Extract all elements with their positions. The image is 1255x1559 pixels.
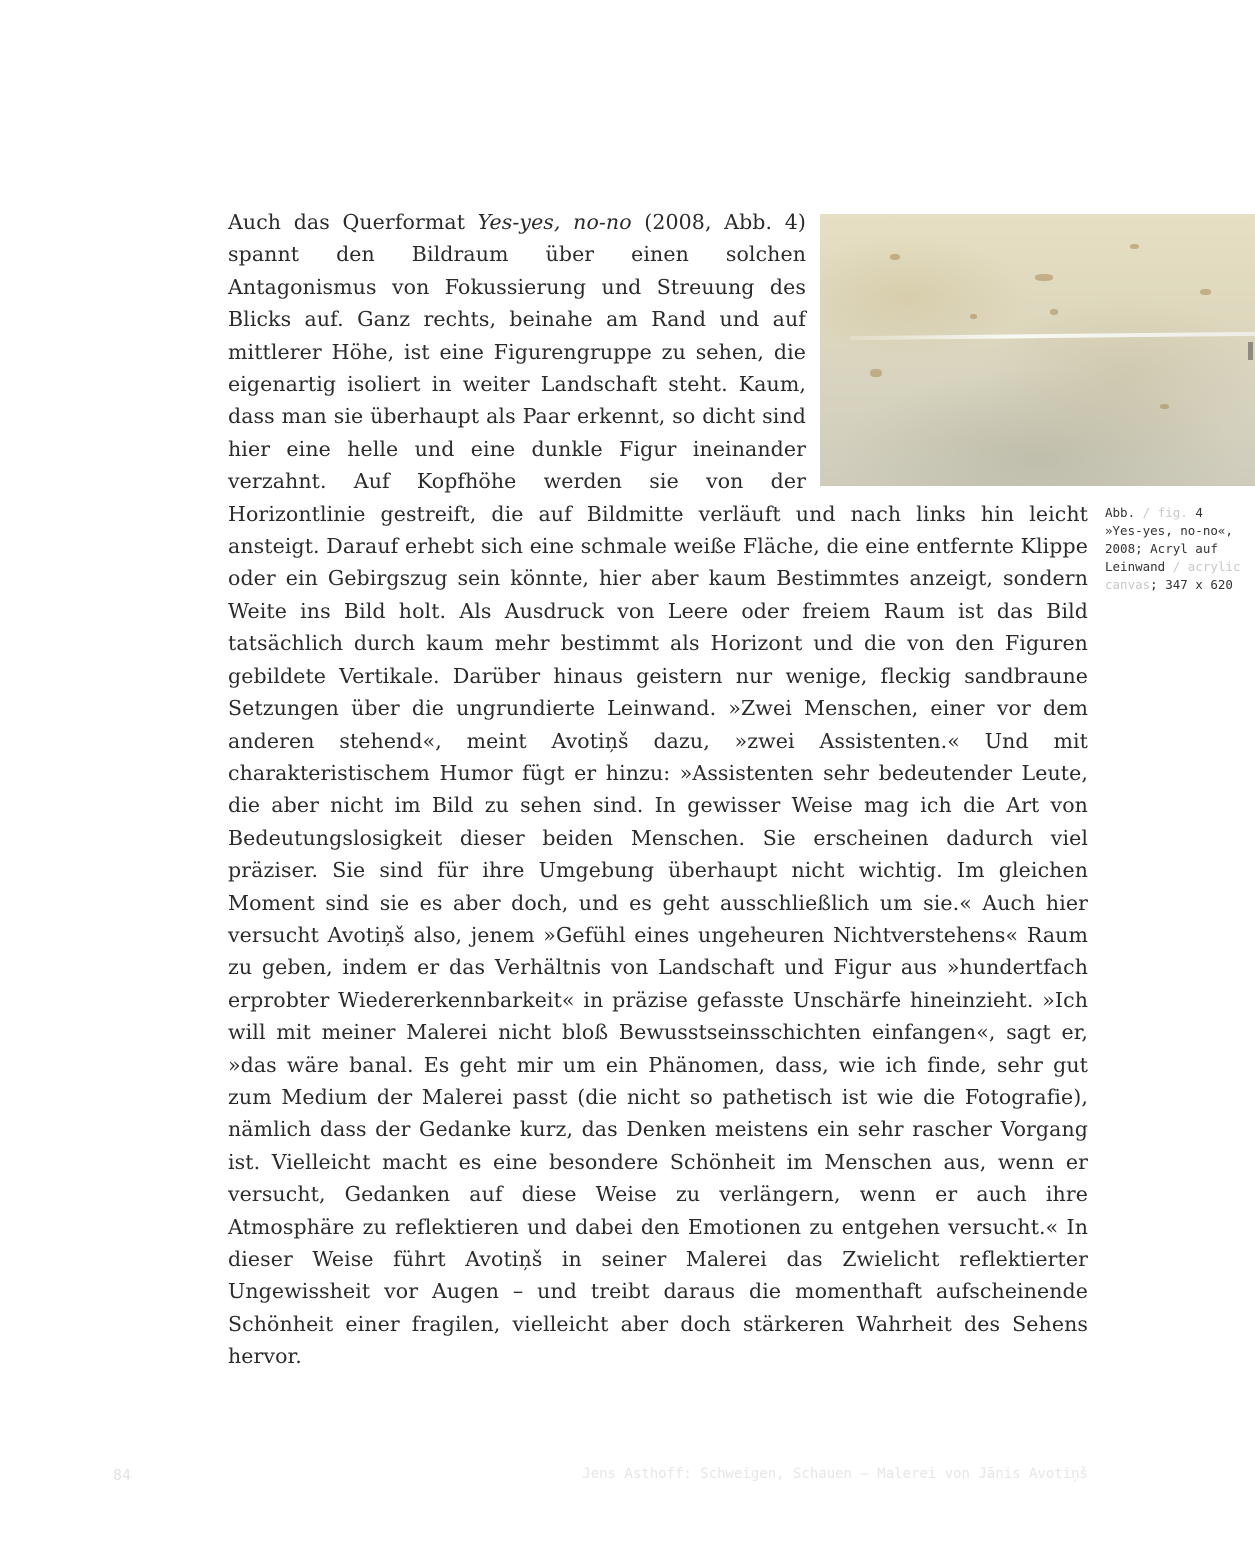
caption-abb: Abb. xyxy=(1105,505,1143,520)
paint-speck xyxy=(1130,244,1139,249)
page-number: 84 xyxy=(113,1466,132,1484)
caption-year-medium: 2008; Acryl auf xyxy=(1105,541,1218,556)
body-text-rest: (2008, Abb. 4) spannt den Bildraum über einen solchen Antagonismus von Fokussierung und Streuung des Blicks auf. Ganz rechts, beinahe am Rand und auf mittlerer Höhe, ist eine Figurengruppe zu sehen, die eigenartig isoliert in weiter Landschaft steht. Kaum, dass man sie überhaupt als Paar erkennt, so dicht sind hier eine helle und eine dunkle Figur ineinander verzahnt. Auf Kopfhöhe werden sie von der Horizontlinie gestreift, die auf Bildmitte verläuft und nach links hin leicht ansteigt. Darauf erhebt sich eine schmale weiße Fläche, die eine entfernte Klippe oder ein Gebirgszug sein könnte, hier aber kaum Bestimmtes anzeigt, sondern Weite ins Bild holt. Als Ausdruck von Leere oder freiem Raum ist das Bild tatsächlich durch kaum mehr bestimmt als Horizont und die von den Figuren gebildete Vertikale. Darüber hinaus geistern nur wenige, fleckig sandbraune Setzungen über die ungrundierte Leinwand. »Zwei Menschen, einer vor dem anderen stehend«, meint Avotiņš dazu, »zwei Assistenten.« Und mit charakteristischem Humor fügt er hinzu: »Assistenten sehr bedeutender Leute, die aber nicht im Bild zu sehen sind. In gewisser Weise mag ich die Art von Bedeutungslosigkeit dieser beiden Menschen. Sie erscheinen dadurch viel präziser. Sie sind für ihre Umgebung überhaupt nicht wichtig. Im gleichen Moment sind sie es aber doch, und es geht ausschließlich um sie.« Auch hier versucht Avotiņš also, jenem »Gefühl eines ungeheuren Nichtverstehens« Raum zu geben, indem er das Verhältnis von Landschaft und Figur aus »hundertfach erprobter Wiedererkennbarkeit« in präzise gefasste Unschärfe hineinzieht. »Ich will mit meiner Malerei nicht bloß Bewusstseinsschichten einfangen«, sagt er, »das wäre banal. Es geht mir um ein Phänomen, dass, wie ich finde, sehr gut zum Medium der Malerei passt (die nicht so pathetisch ist wie die Fotografie), nämlich dass der Gedanke kurz, das Denken meistens ein sehr rascher Vorgang ist. Vielleicht macht es eine besondere Schönheit im Menschen aus, wenn er versucht, Gedanken auf diese Weise zu verlängern, wenn er auch ihre Atmosphäre zu reflektieren und dabei den Emotionen zu entgehen versucht.« In dieser Weise führt Avotiņš in seiner Malerei das Zwielicht reflektierter Ungewissheit vor Augen – und treibt daraus die momenthaft aufscheinende Schönheit einer fragilen, vielleicht aber doch stärkeren Wahrheit des Sehens hervor. xyxy=(228,210,1088,1369)
paint-speck xyxy=(1200,289,1211,295)
painting-figure-group xyxy=(1248,342,1253,360)
caption-dimensions: ; 347 x 620 xyxy=(1150,577,1233,592)
paint-speck xyxy=(1160,404,1169,409)
running-footer: Jens Asthoff: Schweigen, Schauen – Malerei von Jānis Avotiņš xyxy=(582,1466,1088,1482)
caption-title: »Yes-yes, no-no«, xyxy=(1105,523,1233,538)
body-intro-a: Auch das Querformat xyxy=(228,210,478,234)
caption-leinwand: Leinwand xyxy=(1105,559,1173,574)
caption-acrylic: / acrylic xyxy=(1172,559,1241,574)
figure-caption xyxy=(1105,504,1255,594)
caption-number: 4 xyxy=(1187,505,1203,520)
caption-canvas: canvas xyxy=(1105,577,1151,592)
caption-fig: / fig. xyxy=(1142,505,1188,520)
body-paragraph xyxy=(228,206,1088,1373)
artwork-title: Yes-yes, no-no xyxy=(477,210,632,234)
figure-wrap-spacer xyxy=(806,206,1088,488)
